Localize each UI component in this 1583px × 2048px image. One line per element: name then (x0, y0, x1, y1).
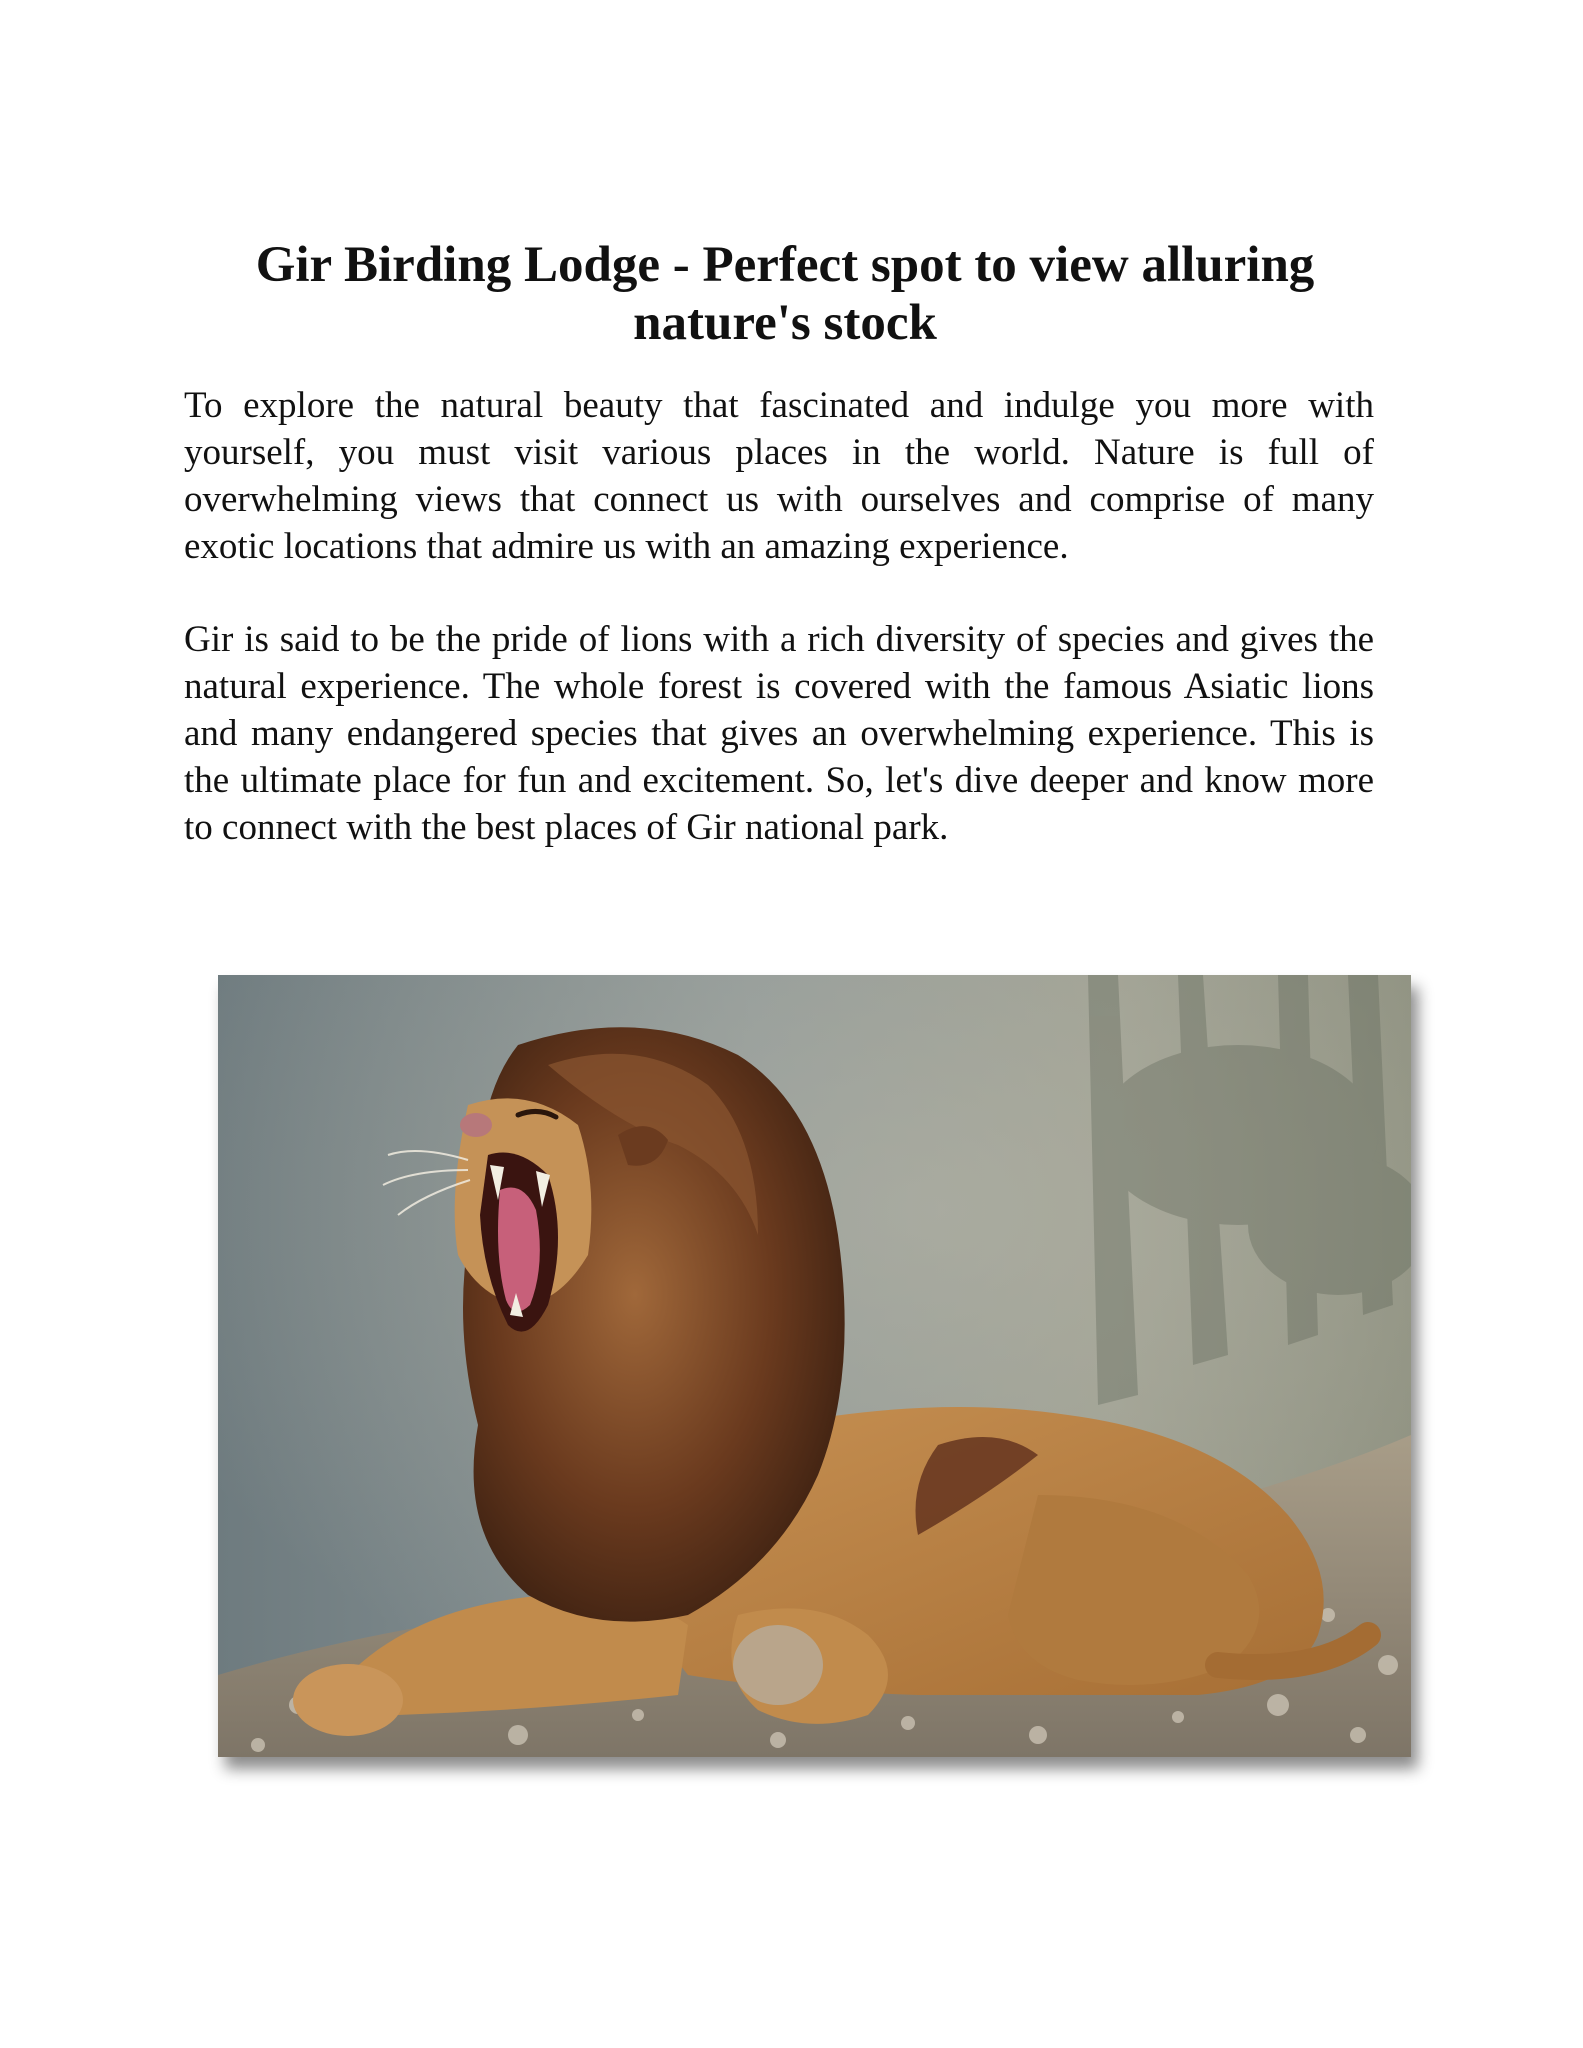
page-title: Gir Birding Lodge - Perfect spot to view alluring nature's stock (255, 237, 1315, 351)
lion-illustration (218, 975, 1411, 1757)
gir-paragraph: Gir is said to be the pride of lions with a rich diversity of species and gives the natural experience. The whole forest is covered with the famous Asiatic lions and many endangered species that gives an overwhelming experience. This is the ultimate place for fun and excitement. So, let's dive deeper and know more to connect with the best places of Gir national park. (184, 619, 1374, 848)
lion-photo (218, 975, 1411, 1757)
intro-paragraph: To explore the natural beauty that fascinated and indulge you more with yourself, you must visit various places in the world. Nature is full of overwhelming views that connect us with ourselves and comprise of many exotic locations that admire us with an amazing experience. (184, 385, 1374, 567)
